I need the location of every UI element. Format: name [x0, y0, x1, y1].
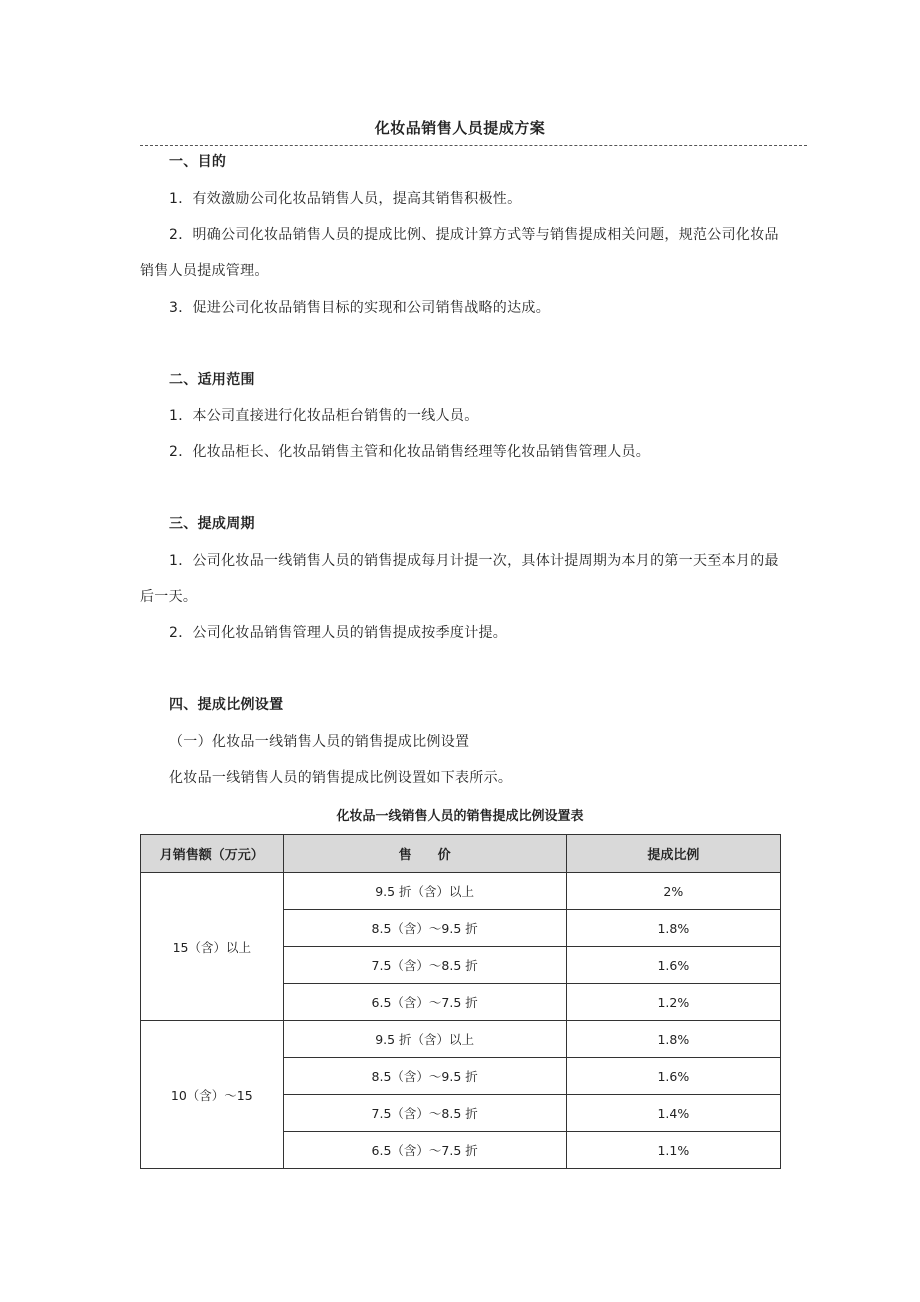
purpose-item-2: 2．明确公司化妆品销售人员的提成比例、提成计算方式等与销售提成相关问题，规范公司化妆品销售人员提成管理。	[140, 227, 779, 279]
price-cell: 6.5（含）～7.5 折	[283, 984, 566, 1021]
price-cell: 9.5 折（含）以上	[283, 1021, 566, 1058]
rate-cell: 2%	[566, 873, 780, 910]
rate-cell: 1.1%	[566, 1132, 780, 1169]
document-title: 化妆品销售人员提成方案	[374, 119, 546, 137]
section-heading-purpose: 一、目的	[169, 154, 227, 170]
rate-cell: 1.8%	[566, 1021, 780, 1058]
section-heading-scope: 二、适用范围	[169, 372, 255, 388]
section-heading-ratio: 四、提成比例设置	[169, 697, 284, 713]
table-title: 化妆品一线销售人员的销售提成比例设置表	[336, 809, 584, 824]
rate-cell: 1.6%	[566, 947, 780, 984]
scope-item-2: 2．化妆品柜长、化妆品销售主管和化妆品销售经理等化妆品销售管理人员。	[169, 444, 651, 460]
header-commission-rate: 提成比例	[566, 835, 780, 873]
rate-cell: 1.4%	[566, 1095, 780, 1132]
table-row	[141, 1021, 781, 1058]
price-cell: 9.5 折（含）以上	[283, 873, 566, 910]
purpose-item-3: 3．促进公司化妆品销售目标的实现和公司销售战略的达成。	[169, 300, 551, 316]
commission-rate-table	[140, 834, 781, 1169]
price-cell: 7.5（含）～8.5 折	[283, 947, 566, 984]
cycle-item-1: 1．公司化妆品一线销售人员的销售提成每月计提一次，具体计提周期为本月的第一天至本月的最后一天。	[140, 553, 779, 605]
cycle-item-2: 2．公司化妆品销售管理人员的销售提成按季度计提。	[169, 625, 508, 641]
purpose-item-1: 1．有效激励公司化妆品销售人员，提高其销售积极性。	[169, 191, 522, 207]
price-cell: 7.5（含）～8.5 折	[283, 1095, 566, 1132]
rate-cell: 1.8%	[566, 910, 780, 947]
price-cell: 8.5（含）～9.5 折	[283, 1058, 566, 1095]
ratio-intro: 化妆品一线销售人员的销售提成比例设置如下表所示。	[169, 770, 513, 786]
sales-range-cell: 15（含）以上	[141, 873, 284, 1021]
ratio-subheading: （一）化妆品一线销售人员的销售提成比例设置	[169, 734, 470, 750]
section-heading-cycle: 三、提成周期	[169, 516, 255, 532]
rate-cell: 1.2%	[566, 984, 780, 1021]
price-cell: 6.5（含）～7.5 折	[283, 1132, 566, 1169]
rate-cell: 1.6%	[566, 1058, 780, 1095]
table-row	[141, 873, 781, 910]
table-header-row	[141, 835, 781, 873]
sales-range-cell: 10（含）～15	[141, 1021, 284, 1169]
price-cell: 8.5（含）～9.5 折	[283, 910, 566, 947]
header-monthly-sales: 月销售额（万元）	[141, 835, 284, 873]
scope-item-1: 1．本公司直接进行化妆品柜台销售的一线人员。	[169, 408, 479, 424]
header-price: 售 价	[283, 835, 566, 873]
